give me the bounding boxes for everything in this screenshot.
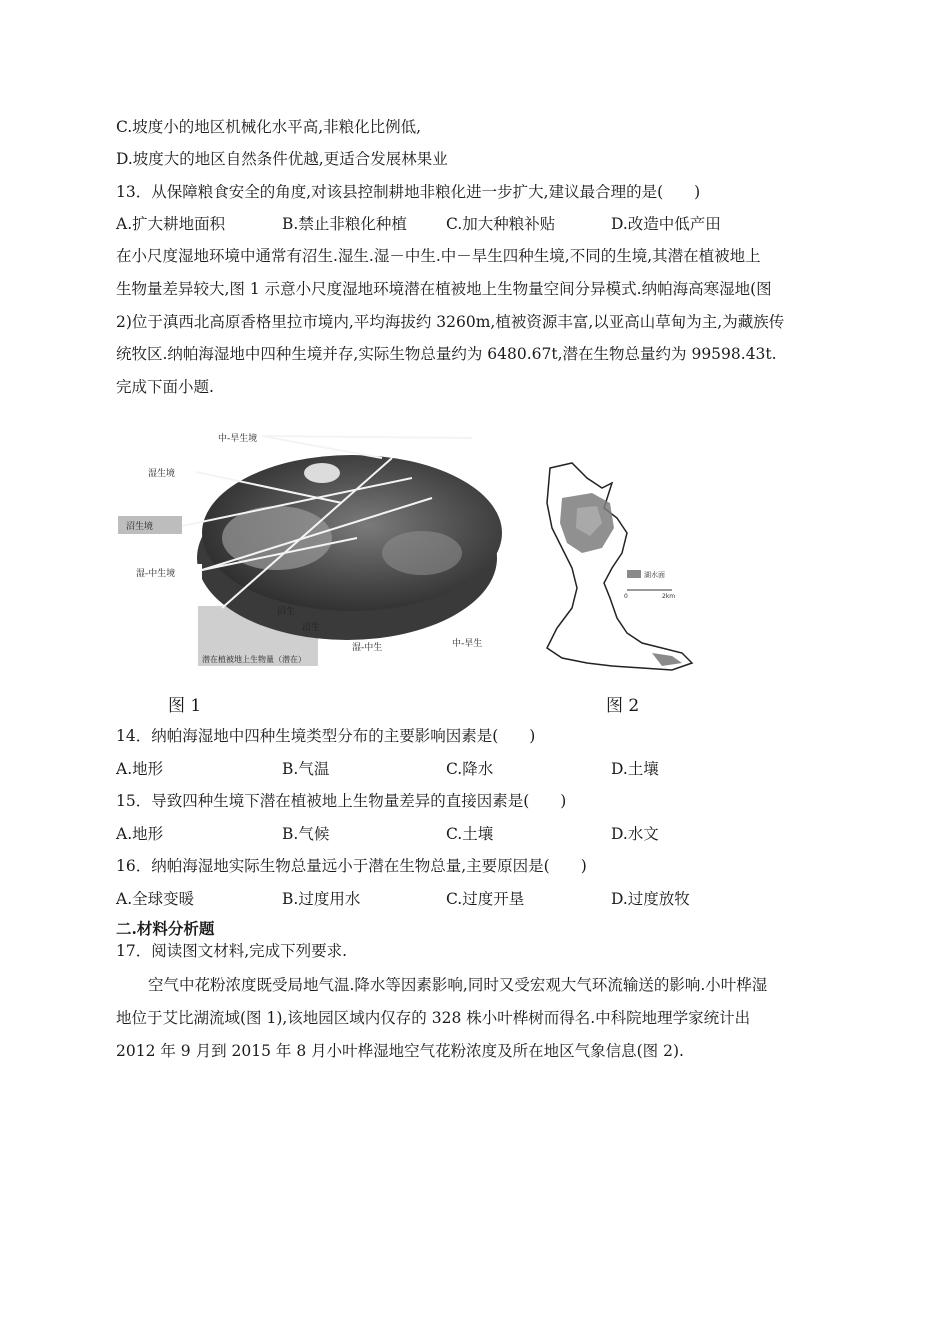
figure2-map — [532, 458, 702, 680]
figure1-wetland-diagram — [112, 418, 522, 680]
passage-line: 统牧区.纳帕海湿地中四种生境并存,实际生物总量约为 6480.67t,潜在生物总量约为 99598.43t. — [116, 345, 777, 363]
q15-option-d: D.水文 — [611, 825, 659, 843]
arrow — [262, 436, 382, 458]
q17-material-line: 地位于艾比湖流域(图 1),该地园区域内仅存的 328 株小叶桦树而得名.中科院地理学家统计出 — [116, 1009, 751, 1027]
q14-option-b: B.气温 — [282, 760, 330, 778]
q13-stem: 13．从保障粮食安全的角度,对该县控制耕地非粮化进一步扩大,建议最合理的是( ) — [116, 183, 701, 201]
lake-spot — [304, 463, 340, 483]
q15-stem: 15．导致四种生境下潜在植被地上生物量差异的直接因素是( ) — [116, 792, 567, 810]
q17-material-line: 2012 年 9 月到 2015 年 8 月小叶桦湿地空气花粉浓度及所在地区气象信息(图 2). — [116, 1042, 684, 1060]
passage-line: 2)位于滇西北高原香格里拉市境内,平均海拔约 3260m,植被资源丰富,以亚高山草甸为主,为藏族传 — [116, 313, 785, 331]
q16-option-a: A.全球变暖 — [116, 890, 195, 908]
q15-option-b: B.气候 — [282, 825, 330, 843]
q16-stem: 16．纳帕海湿地实际生物总量远小于潜在生物总量,主要原因是( ) — [116, 857, 587, 875]
figure1-caption: 图 1 — [168, 696, 202, 716]
figure2-caption: 图 2 — [606, 696, 640, 716]
q17-material-line: 空气中花粉浓度既受局地气温.降水等因素影响,同时又受宏观大气环流输送的影响.小叶桦湿 — [148, 976, 768, 994]
q13-option-d: D.改造中低产田 — [611, 215, 721, 233]
boundary-outline — [547, 463, 692, 670]
bottom-label-zhao: 沼生 — [277, 607, 296, 617]
bottom-label-zhao2: 沼生 — [302, 623, 321, 633]
q16-option-c: C.过度开垦 — [446, 890, 525, 908]
terrain-patch — [382, 531, 462, 575]
label-shi-zhong: 湿-中生境 — [136, 569, 176, 579]
label-zhong-han: 中-旱生境 — [218, 434, 258, 444]
q16-option-b: B.过度用水 — [282, 890, 361, 908]
q16-option-d: D.过度放牧 — [611, 890, 690, 908]
q15-option-a: A.地形 — [116, 825, 164, 843]
q12-option-c: C.坡度小的地区机械化水平高,非粮化比例低, — [116, 118, 422, 136]
bottom-label-zhong-han: 中-旱生 — [452, 639, 483, 649]
legend-text: 潜在植被地上生物量（潜在） — [202, 655, 306, 664]
q13-option-c: C.加大种粮补贴 — [446, 215, 556, 233]
bottom-label-shi-zhong: 湿-中生 — [352, 643, 383, 653]
q15-option-c: C.土壤 — [446, 825, 494, 843]
legend-label: 湖水面 — [644, 571, 665, 579]
passage-line: 完成下面小题. — [116, 378, 214, 396]
q14-option-d: D.土壤 — [611, 760, 659, 778]
q14-option-a: A.地形 — [116, 760, 164, 778]
q14-stem: 14．纳帕海湿地中四种生境类型分布的主要影响因素是( ) — [116, 727, 536, 745]
q12-option-d: D.坡度大的地区自然条件优越,更适合发展林果业 — [116, 150, 448, 168]
scale-end: 2km — [662, 593, 676, 600]
legend-swatch — [627, 570, 641, 578]
label-shi: 湿生境 — [148, 469, 176, 479]
passage-line: 生物量差异较大,图 1 示意小尺度湿地环境潜在植被地上生物量空间分异模式.纳帕海高寒湿地(图 — [116, 280, 772, 298]
scale-zero: 0 — [624, 593, 628, 600]
q14-option-c: C.降水 — [446, 760, 494, 778]
q17-stem: 17．阅读图文材料,完成下列要求. — [116, 942, 348, 960]
q13-option-a: A.扩大耕地面积 — [116, 215, 226, 233]
label-zhao: 沼生境 — [126, 522, 154, 532]
arrow — [262, 436, 472, 438]
passage-line: 在小尺度湿地环境中通常有沼生.湿生.湿－中生.中－旱生四种生境,不同的生境,其潜在植被地上 — [116, 247, 761, 265]
q13-option-b: B.禁止非粮化种植 — [282, 215, 407, 233]
section2-heading: 二.材料分析题 — [116, 919, 215, 938]
